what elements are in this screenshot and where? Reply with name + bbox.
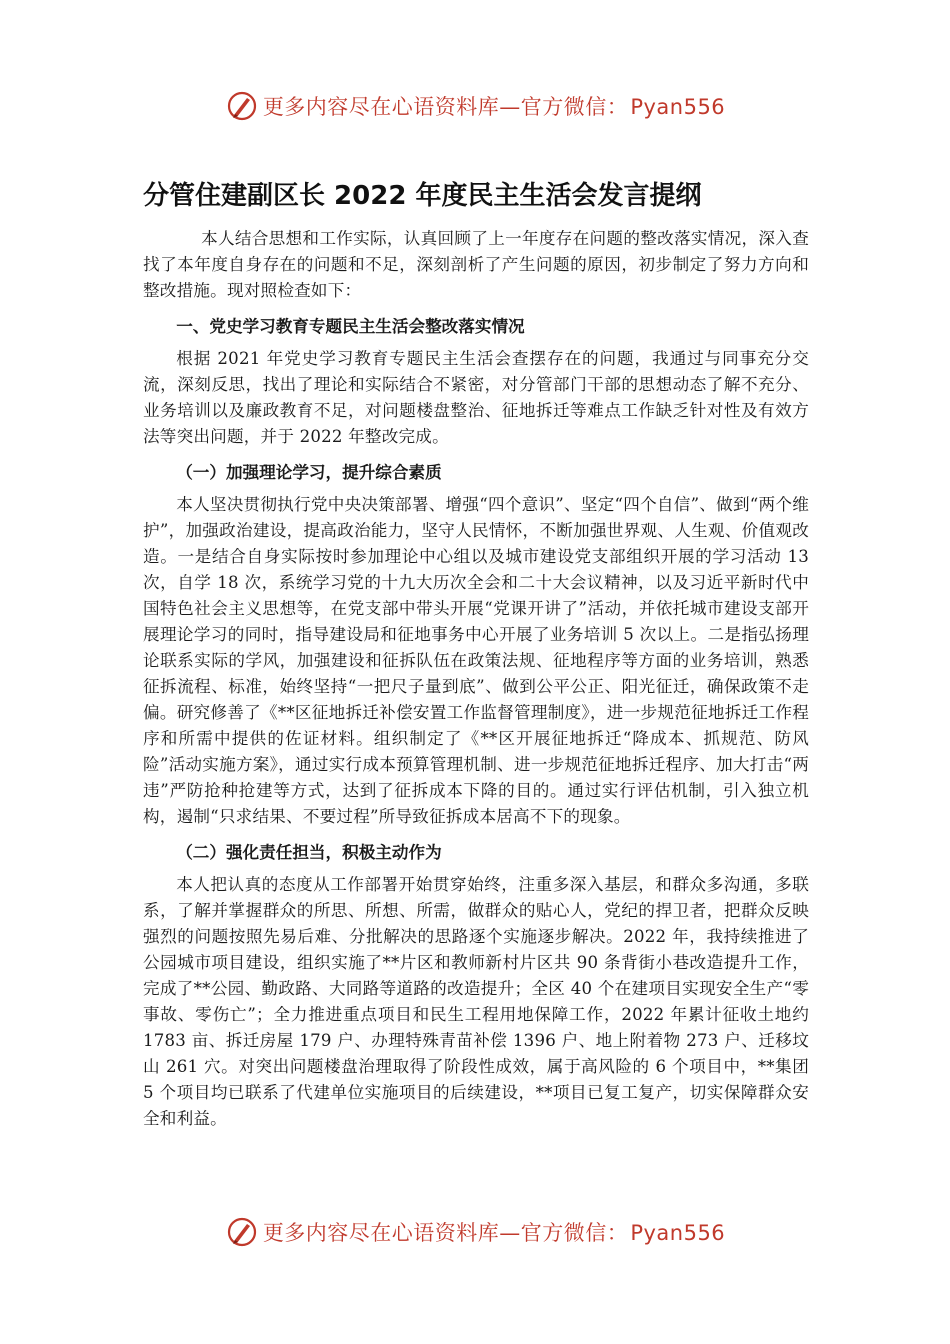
section-body-1: 根据 2021 年党史学习教育专题民主生活会查摆存在的问题，我通过与同事充分交流，深刻反思，找出了理论和实际结合不紧密，对分管部门干部的思想动态了解不充分、业务培训以及廉政教育不足，对问题楼盘整治、征地拆迁等难点工作缺乏针对性及有效方法等突出问题，并于 2022 年整改完成。: [143, 349, 809, 446]
watermark-header: [0, 86, 950, 126]
document-title: 分管住建副区长 2022 年度民主生活会发言提纲: [143, 181, 702, 211]
subsection-body-1: 本人坚决贯彻执行党中央决策部署、增强“四个意识”、坚定“四个自信”、做到“两个维护”，加强政治建设，提高政治能力，坚守人民情怀，不断加强世界观、人生观、价值观改造。一是结合自身实际按时参加理论中心组以及城市建设党支部组织开展的学习活动 13 次，自学 18 次，系统学习党的十九大历次全会和二十大会议精神，以及习近平新时代中国特色社会主义思想等，在党支部中带头开展“党课开讲了”活动，并依托城市建设支部开展理论学习的同时，指导建设局和征地事务中心开展了业务培训 5 次以上。二是指弘扬理论联系实际的学风，加强建设和征拆队伍在政策法规、征地程序等方面的业务培训，熟悉征拆流程、标准，始终坚持“一把尺子量到底”、做到公平公正、阳光征迁，确保政策不走偏。研究修善了《**区征地拆迁补偿安置工作监督管理制度》，进一步规范征地拆迁工作程序和所需中提供的佐证材料。组织制定了《**区开展征地拆迁“降成本、抓规范、防风险”活动实施方案》，通过实行成本预算管理机制、进一步规范征地拆迁程序、加大打击“两违”严防抢种抢建等方式，达到了征拆成本下降的目的。通过实行评估机制，引入独立机构，遏制“只求结果、不要过程”所导致征拆成本居高不下的现象。: [143, 495, 809, 826]
pen-circle-logo-icon: [225, 89, 259, 123]
watermark-text: 更多内容尽在心语资料库—官方微信：Pyan556: [262, 95, 726, 119]
watermark-footer: [0, 1212, 950, 1252]
document-body: [143, 168, 809, 1132]
subsection-heading-2: （二）强化责任担当，积极主动作为: [176, 842, 442, 862]
wechat-id: Pyan556: [630, 1221, 726, 1245]
pen-circle-logo-icon: [225, 1215, 259, 1249]
watermark-text: 更多内容尽在心语资料库—官方微信：Pyan556: [262, 1221, 726, 1245]
intro-paragraph: 本人结合思想和工作实际，认真回顾了上一年度存在问题的整改落实情况，深入查找了本年度自身存在的问题和不足，深刻剖析了产生问题的原因，初步制定了努力方向和整改措施。现对照检查如下：: [143, 229, 809, 300]
section-heading-1: 一、党史学习教育专题民主生活会整改落实情况: [176, 316, 525, 336]
subsection-heading-1: （一）加强理论学习，提升综合素质: [176, 462, 442, 482]
subsection-body-2: 本人把认真的态度从工作部署开始贯穿始终，注重多深入基层，和群众多沟通，多联系，了解并掌握群众的所思、所想、所需，做群众的贴心人，党纪的捍卫者，把群众反映强烈的问题按照先易后难、分批解决的思路逐个实施逐步解决。2022 年，我持续推进了公园城市项目建设，组织实施了**片区和教师新村片区共 90 条背街小巷改造提升工作，完成了**公园、勤政路、大同路等道路的改造提升；全区 40 个在建项目实现安全生产“零事故、零伤亡”；全力推进重点项目和民生工程用地保障工作，2022 年累计征收土地约 1783 亩、拆迁房屋 179 户、办理特殊青苗补偿 1396 户、地上附着物 273 户、迁移坟山 261 穴。对突出问题楼盘治理取得了阶段性成效，属于高风险的 6 个项目中，**集团 5 个项目均已联系了代建单位实施项目的后续建设，**项目已复工复产，切实保障群众安全和利益。: [143, 875, 809, 1128]
wechat-id: Pyan556: [630, 95, 726, 119]
